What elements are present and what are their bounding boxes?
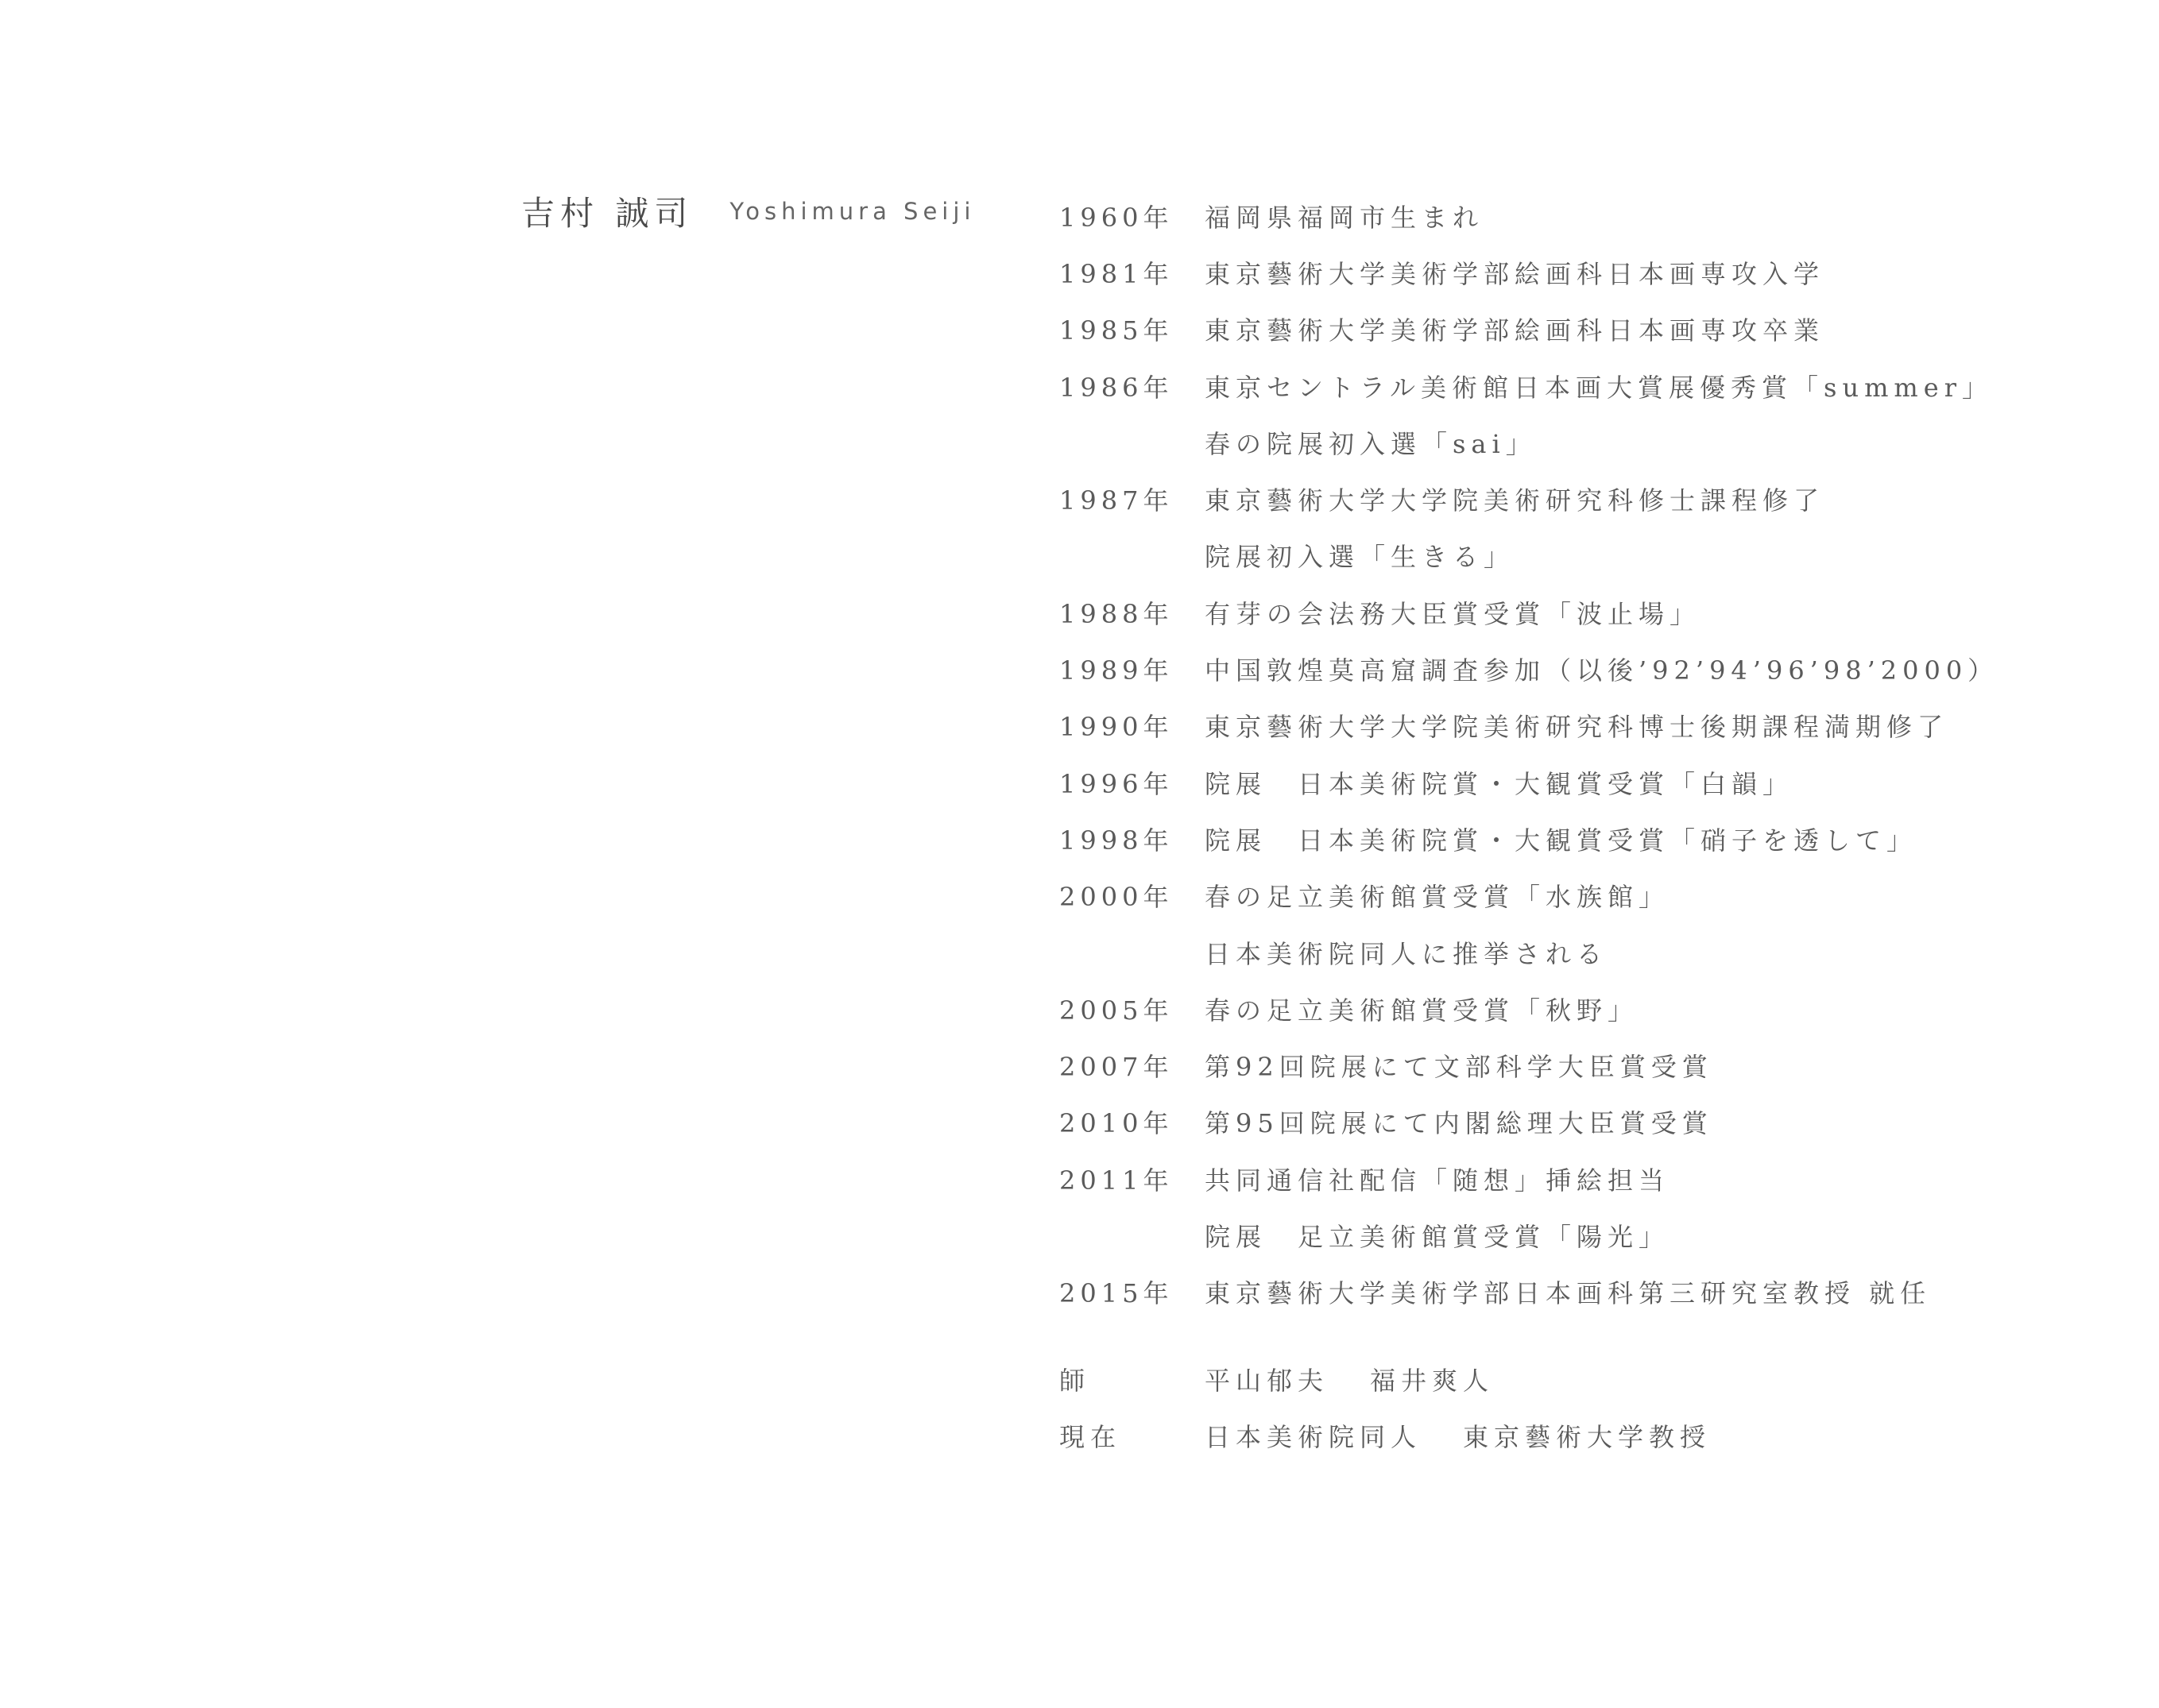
history-text: 院展 日本美術院賞・大観賞受賞「白韻」: [1205, 768, 1794, 799]
history-list: [1059, 187, 2092, 1464]
history-text: 福岡県福岡市生まれ: [1205, 202, 1484, 233]
history-text: 日本美術院同人に推挙される: [1205, 938, 1608, 969]
history-text: 東京藝術大学美術学部絵画科日本画専攻卒業: [1205, 315, 1825, 346]
history-entry: [1059, 697, 2092, 754]
teacher-name: 平山郁夫: [1205, 1365, 1329, 1396]
history-year: 1998年: [1059, 825, 1174, 856]
history-entry: [1059, 640, 2092, 697]
history-entry: [1059, 924, 2092, 980]
history-entry: [1059, 470, 2092, 527]
history-year: 1996年: [1059, 768, 1174, 799]
history-entry: [1059, 1150, 2092, 1207]
history-year: 1987年: [1059, 485, 1174, 516]
history-text: 東京藝術大学大学院美術研究科博士後期課程満期修了: [1205, 712, 1949, 743]
history-text: 院展 日本美術院賞・大観賞受賞「硝子を透して」: [1205, 825, 1918, 856]
current-position-row: [1059, 1407, 2092, 1463]
history-text: 有芽の会法務大臣賞受賞「波止場」: [1205, 598, 1701, 629]
history-entry: [1059, 187, 2092, 244]
teachers-values: [1205, 1361, 1494, 1397]
history-entry: [1059, 810, 2092, 867]
history-text: 春の足立美術館賞受賞「秋野」: [1205, 995, 1639, 1026]
history-entry: [1059, 527, 2092, 584]
history-text: 院展初入選「生きる」: [1205, 542, 1515, 573]
history-year: 1986年: [1059, 372, 1174, 403]
history-year: 2000年: [1059, 882, 1174, 913]
history-year: 2005年: [1059, 995, 1174, 1026]
history-text: 東京藝術大学美術学部日本画科第三研究室教授 就任: [1205, 1278, 1932, 1309]
artist-name: [521, 187, 975, 235]
history-entry: [1059, 1037, 2092, 1093]
history-text: 共同通信社配信「随想」挿絵担当: [1205, 1165, 1670, 1196]
history-text: 第95回院展にて内閣総理大臣賞受賞: [1205, 1108, 1713, 1139]
current-position: 東京藝術大学教授: [1463, 1421, 1712, 1452]
teachers-label: 師: [1059, 1365, 1091, 1396]
history-text: 東京藝術大学大学院美術研究科修士課程修了: [1205, 485, 1825, 516]
history-text: 春の院展初入選「sai」: [1205, 428, 1537, 459]
current-position-label: 現在: [1059, 1421, 1122, 1452]
history-entry: [1059, 357, 2092, 414]
current-position-values: [1205, 1417, 1711, 1454]
history-year: 2007年: [1059, 1052, 1174, 1083]
teachers-row: [1059, 1351, 2092, 1407]
history-text: 東京セントラル美術館日本画大賞展優秀賞「summer」: [1205, 372, 1993, 403]
history-text: 東京藝術大学美術学部絵画科日本画専攻入学: [1205, 258, 1825, 289]
history-entry: [1059, 584, 2092, 640]
history-entry: [1059, 1264, 2092, 1320]
history-year: 1960年: [1059, 202, 1174, 233]
section-spacer: [1059, 1320, 2092, 1351]
history-year: 2011年: [1059, 1165, 1174, 1196]
history-year: 1981年: [1059, 258, 1174, 289]
history-text: 中国敦煌莫高窟調査参加（以後’92’94’96’98’2000）: [1205, 655, 1999, 686]
history-year: 1988年: [1059, 598, 1174, 629]
history-year: 1990年: [1059, 712, 1174, 743]
history-entry: [1059, 754, 2092, 810]
history-entry: [1059, 414, 2092, 470]
history-entry: [1059, 980, 2092, 1037]
history-entry: [1059, 301, 2092, 357]
history-entry: [1059, 1094, 2092, 1150]
teacher-name: 福井爽人: [1370, 1365, 1495, 1396]
history-entry: [1059, 868, 2092, 924]
history-text: 第92回院展にて文部科学大臣賞受賞: [1205, 1052, 1713, 1083]
current-position: 日本美術院同人: [1205, 1421, 1422, 1452]
history-entry: [1059, 1207, 2092, 1263]
history-year: 2010年: [1059, 1108, 1174, 1139]
artist-name-romanized: Yoshimura Seiji: [729, 198, 976, 225]
artist-name-japanese: 吉村 誠司: [521, 194, 694, 233]
history-year: 1985年: [1059, 315, 1174, 346]
history-text: 春の足立美術館賞受賞「水族館」: [1205, 882, 1670, 913]
history-entry: [1059, 244, 2092, 300]
history-text: 院展 足立美術館賞受賞「陽光」: [1205, 1221, 1670, 1252]
history-year: 1989年: [1059, 655, 1174, 686]
history-year: 2015年: [1059, 1278, 1174, 1309]
